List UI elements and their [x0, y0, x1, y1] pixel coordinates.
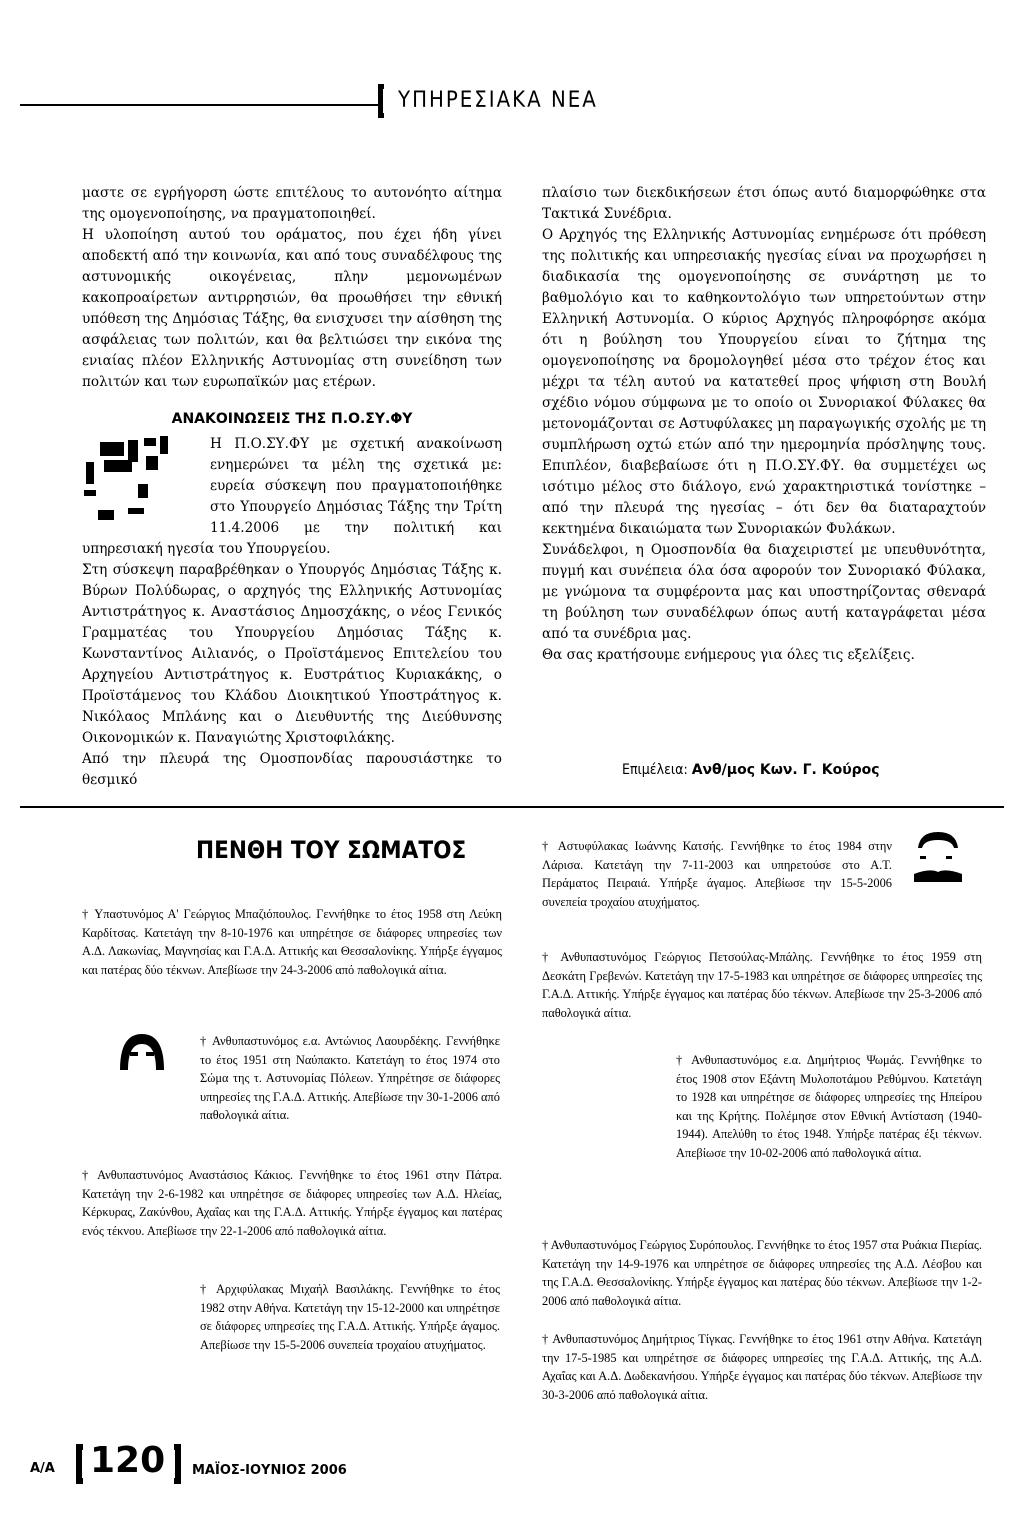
- obituaries-title: ΠΕΝΘΗ ΤΟΥ ΣΩΜΑΤΟΣ: [196, 836, 467, 864]
- obituary-text: † Ανθυπαστυνόμος ε.α. Αντώνιος Λαουρδέκης. Γεννήθηκε το έτος 1951 στη Ναύπακτο. Κατετάγη το έτος 1974 στο Σώμα της τ. Αστυνομίας Πόλεων. Υπηρέτησε σε διάφορες υπηρεσίες της Γ.Α.Δ. Αττικής. Απεβίωσε την 30-1-2006 από παθολογικά αίτια.: [200, 1034, 500, 1122]
- header-bracket: [378, 84, 384, 118]
- obituary-text: † Ανθυπαστυνόμος Γεώργιος Συρόπουλος. Γεννήθηκε το έτος 1957 στα Ρυάκια Πιερίας. Κατετάγη την 14-9-1976 και υπηρέτησε σε διάφορες υπηρεσίες της Α.Δ. Λέσβου και της Γ.Α.Δ. Θεσσαλονίκης. Υπήρξε έγγαμος και πατέρας δύο τέκνων. Απεβίωσε την 1-2-2006 από παθολογικά αίτια.: [542, 1238, 982, 1308]
- obituary-text: † Ανθυπαστυνόμος Αναστάσιος Κάκιος. Γεννήθηκε το έτος 1961 στην Πάτρα. Κατετάγη την 2-6-1982 και υπηρέτησε σε διάφορες υπηρεσίες των Α.Δ. Ηλείας, Κέρκυρας, Ζακύνθου, Αχαΐας και της Γ.Α.Δ. Αττικής. Υπήρξε έγγαμος και πατέρας ενός τέκνου. Απεβίωσε την 22-1-2006 από παθολογικά αίτια.: [82, 1168, 502, 1238]
- issue-date: ΜΑΪΟΣ-ΙΟΥΝΙΟΣ 2006: [192, 1463, 347, 1478]
- footer-prefix: Α/Α: [30, 1461, 55, 1476]
- section-divider: [20, 806, 1004, 808]
- obituary-entry: [542, 948, 982, 1022]
- portrait-photo: [116, 1030, 168, 1078]
- obituary-text: † Ανθυπαστυνόμος Γεώργιος Πετσούλας-Μπάλης. Γεννήθηκε το έτος 1959 στη Δεσκάτη Γρεβενών. Κατετάγη την 17-5-1983 και υπηρέτησε σε διάφορες υπηρεσίες της Γ.Α.Δ. Αττικής. Υπήρξε έγγαμος και πατέρας δύο τέκνων. Απεβίωσε την 25-3-2006 από παθολογικά αίτια.: [542, 950, 982, 1020]
- footer-bracket-right: [174, 1444, 181, 1484]
- portrait-photo: [910, 828, 966, 886]
- announcement-body: [82, 434, 502, 560]
- article-paragraph: Θα σας κρατήσουμε ενήμερους για όλες τις εξελίξεις.: [542, 647, 915, 663]
- credit-name: Ανθ/μος Κων. Γ. Κούρος: [691, 762, 880, 778]
- footer-bracket-left: [76, 1444, 83, 1484]
- obituary-entry: [542, 1236, 982, 1310]
- obituary-text: † Αστυφύλακας Ιωάννης Κατσής. Γεννήθηκε το έτος 1984 στην Λάρισα. Κατετάγη την 7-11-2003 και υπηρετούσε στο Α.Τ. Περάματος Πειραιά. Υπήρξε άγαμος. Απεβίωσε την 15-5-2006 συνεπεία τροχαίου ατυχήματος.: [542, 839, 892, 909]
- page-number: 120: [90, 1440, 166, 1481]
- article-paragraph: Η υλοποίηση αυτού του οράματος, που έχει ήδη γίνει αποδεκτή από την κοινωνία, και από τους συναδέλφους της αστυνομικής οικογένειας, πλην μεμονωμένων κακοπροαίρετων αντιρρησιών, θα προωθήσει την εθνική υπόθεση της Δημόσιας Τάξης, θα ενισχυσει την αίσθηση της ασφάλειας των πολιτών, και θα βελτιώσει την εικόνα της ενιαίας πλέον Ελληνικής Αστυνομίας στη συνείδηση των πολιτών και των ευρωπαϊκών μας ετέρων.: [82, 227, 502, 390]
- obituary-entry: [542, 837, 892, 911]
- obituary-text: † Αρχιφύλακας Μιχαήλ Βασιλάκης. Γεννήθηκε το έτος 1982 στην Αθήνα. Κατετάγη την 15-12-2000 και υπηρέτησε σε διάφορες υπηρεσίες της Γ.Α.Δ. Αττικής. Υπήρξε άγαμος. Απεβίωσε την 15-5-2006 συνεπεία τροχαίου ατυχήματος.: [200, 1282, 500, 1352]
- obituary-text: † Ανθυπαστυνόμος Δημήτριος Τίγκας. Γεννήθηκε το έτος 1961 στην Αθήνα. Κατετάγη την 17-5-1985 και υπηρέτησε σε διάφορες υπηρεσίες της Γ.Α.Δ. Αττικής, της Α.Δ. Αχαΐας και Α.Δ. Δωδεκανήσου. Υπήρξε έγγαμος και πατέρας δύο τέκνων. Απεβίωσε την 30-3-2006 από παθολογικά αίτια.: [542, 1332, 982, 1402]
- editor-credit: [622, 762, 880, 778]
- credit-label: Επιμέλεια:: [622, 762, 688, 778]
- announcements-heading: ΑΝΑΚΟΙΝΩΣΕΙΣ ΤΗΣ Π.Ο.ΣΥ.ΦΥ: [171, 411, 413, 427]
- obituary-text: † Ανθυπαστυνόμος ε.α. Δημήτριος Ψωμάς. Γεννήθηκε το έτος 1908 στον Εξάντη Μυλοποτάμου Ρεθύμνου. Κατετάγη το 1928 και υπηρέτησε σε διάφορες υπηρεσίες της Ηπείρου και της Κρήτης. Πολέμησε στον Εθνική Αντίσταση (1940-1944). Απελύθη το έτος 1948. Υπήρξε πατέρας έξι τέκνων. Απεβίωσε την 10-02-2006 από παθολογικά αίτια.: [676, 1053, 982, 1160]
- poxyfy-logo: [82, 436, 202, 530]
- obituary-entry: [200, 1280, 500, 1354]
- article-paragraph: Συνάδελφοι, η Ομοσπονδία θα διαχειριστεί με υπευθυνότητα, πυγμή και συνέπεια όλα όσα αφορούν τον Συνοριακό Φύλακα, με γνώμονα τα συμφέροντα μας και υποστηρίζοντας σθεναρά τη βούληση των συναδέλφων όπως αυτή καταγράφεται μέσα από τα συνέδρια μας.: [542, 542, 986, 642]
- announcement-paragraph: Η Π.Ο.ΣΥ.ΦΥ με σχετική ανακοίνωση ενημερώνει τα μέλη της σχετικά με: ευρεία σύσκεψη που πραγματοποιήθηκε στο Υπουργείο Δημόσιας Τάξης την Τρίτη 11.4.2006 με την πολιτική και υπηρεσιακή ηγεσία του Υπουργείου.: [82, 436, 502, 557]
- obituary-entry: [200, 1032, 500, 1125]
- header-rule: [20, 104, 380, 106]
- obituary-entry: [542, 1330, 982, 1404]
- section-header-title: ΥΠΗΡΕΣΙΑΚΑ ΝΕΑ: [398, 88, 598, 113]
- article-paragraph: Από την πλευρά της Ομοσπονδίας παρουσιάστηκε το θεσμικό: [82, 751, 502, 788]
- article-left-column: [82, 183, 502, 791]
- article-paragraph: Στη σύσκεψη παραβρέθηκαν ο Υπουργός Δημόσιας Τάξης κ. Βύρων Πολύδωρας, ο αρχηγός της Ελληνικής Αστυνομίας Αντιστράτηγος κ. Αναστάσιος Δημοσχάκης, ο νέος Γενικός Γραμματέας του Υπουργείου Δημόσιας Τάξης κ. Κωνσταντίνος Αιλιανός, ο Προϊστάμενος Επιτελείου του Αρχηγείου Αντιστράτηγος κ. Ευστράτιος Κυριακάκης, ο Προϊστάμενος του Κλάδου Διοικητικού Υποστράτηγος κ. Νικόλαος Μπλάνης και ο Διευθυντής της Διεύθυνσης Οικονομικών κ. Παναγιώτης Χριστοφιλάκης.: [82, 562, 502, 746]
- article-paragraph: μαστε σε εγρήγορση ώστε επιτέλους το αυτονόητο αίτημα της ομογενοποίησης, να πραγματοποιηθεί.: [82, 185, 502, 222]
- obituary-entry: [82, 905, 502, 979]
- article-paragraph: Ο Αρχηγός της Ελληνικής Αστυνομίας ενημέρωσε ότι πρόθεση της πολιτικής και υπηρεσιακής ηγεσίας είναι να προχωρήσει η διαδικασία της ομογενοποίησης σε συνάρτηση με το βαθμολόγιο και το καθηκοντολόγιο των υπηρετούντων στην Ελληνική Αστυνομία. Ο κύριος Αρχηγός πληροφόρησε ακόμα ότι η βούληση του Υπουργείου είναι το ζήτημα της ομογενοποίησης να δρομολογηθεί μέσα στο τρέχον έτος και μέχρι τα τέλη αυτού να κατατεθεί προς ψήφιση στη Βουλή σχέδιο νόμου σύμφωνα με το οποίο οι Συνοριακοί Φύλακες θα μετονομάζονται σε Αστυφύλακες μη παραγωγικής σχολής με τη συμπλήρωση οχτώ ετών από την ημερομηνία πρόσληψης τους. Επιπλέον, διαβεβαίωσε ότι η Π.Ο.ΣΥ.ΦΥ. θα συμμετέχει ως ισότιμο μέλος στο διάλογο, ενώ χαρακτηριστικά τονίστηκε – από την πλευρά της ηγεσίας – ότι δεν θα διαταραχτούν κεκτημένα δικαιώματα των Συνοριακών Φυλάκων.: [542, 227, 986, 537]
- obituary-entry: [676, 1051, 982, 1162]
- obituary-entry: [82, 1166, 502, 1240]
- obituary-text: † Υπαστυνόμος Α' Γεώργιος Μπαζιόπουλος. Γεννήθηκε το έτος 1958 στη Λεύκη Καρδίτσας. Κατετάγη την 8-10-1976 και υπηρέτησε σε διάφορες υπηρεσίες των Α.Δ. Λακωνίας, Μαγνησίας και Γ.Α.Δ. Αττικής και Θεσσαλονίκης. Υπήρξε έγγαμος και πατέρας δύο τέκνων. Απεβίωσε την 24-3-2006 από παθολογικά αίτια.: [82, 907, 502, 977]
- article-right-column: [542, 183, 986, 666]
- article-paragraph: πλαίσιο των διεκδικήσεων έτσι όπως αυτό διαμορφώθηκε στα Τακτικά Συνέδρια.: [542, 185, 986, 222]
